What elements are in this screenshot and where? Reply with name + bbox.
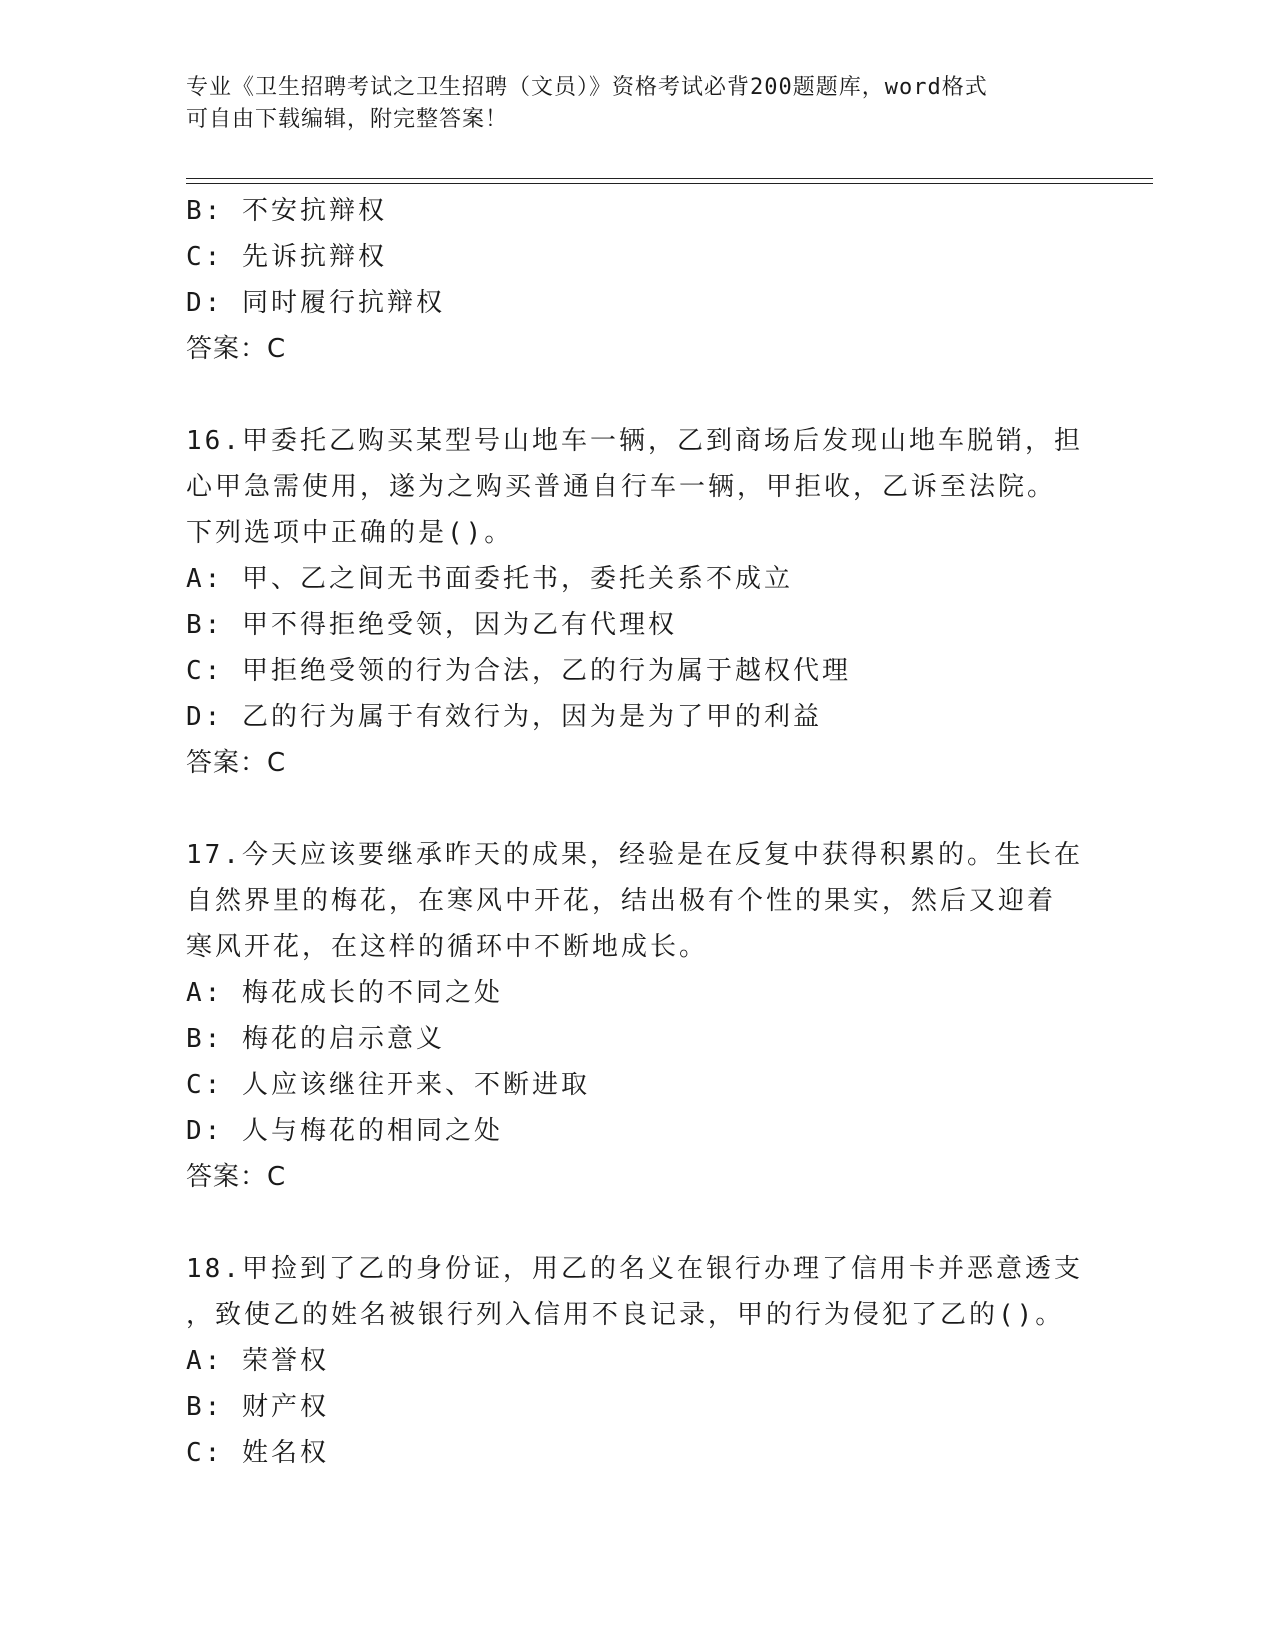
option-a: A: 梅花成长的不同之处 xyxy=(186,978,503,1008)
document-header xyxy=(186,72,1086,136)
option-d: D: 乙的行为属于有效行为，因为是为了甲的利益 xyxy=(186,702,822,732)
question-stem-line: 16.甲委托乙购买某型号山地车一辆，乙到商场后发现山地车脱销，担 xyxy=(186,426,1083,456)
question-stem-line: 18.甲捡到了乙的身份证，用乙的名义在银行办理了信用卡并恶意透支 xyxy=(186,1254,1083,1284)
header-divider-bottom xyxy=(186,183,1153,184)
question-15-continued xyxy=(186,188,1086,372)
question-spacer xyxy=(186,1200,1086,1246)
option-a: A: 荣誉权 xyxy=(186,1346,329,1376)
option-c: C: 甲拒绝受领的行为合法，乙的行为属于越权代理 xyxy=(186,656,851,686)
question-18 xyxy=(186,1246,1086,1476)
answer-line: 答案：C xyxy=(186,334,287,364)
answer-line: 答案：C xyxy=(186,748,287,778)
question-stem-line: 下列选项中正确的是()。 xyxy=(186,518,514,548)
question-stem-line: 17.今天应该要继承昨天的成果，经验是在反复中获得积累的。生长在 xyxy=(186,840,1083,870)
question-stem-line: 自然界里的梅花，在寒风中开花，结出极有个性的果实，然后又迎着 xyxy=(186,886,1057,916)
question-spacer xyxy=(186,786,1086,832)
question-17 xyxy=(186,832,1086,1200)
question-stem-line: ，致使乙的姓名被银行列入信用不良记录，甲的行为侵犯了乙的()。 xyxy=(186,1300,1065,1330)
question-list xyxy=(186,188,1086,1476)
question-stem-line: 寒风开花，在这样的循环中不断地成长。 xyxy=(186,932,709,962)
option-b: B: 不安抗辩权 xyxy=(186,196,387,226)
option-c: C: 先诉抗辩权 xyxy=(186,242,387,272)
option-d: D: 同时履行抗辩权 xyxy=(186,288,445,318)
question-spacer xyxy=(186,372,1086,418)
header-title-line-1: 专业《卫生招聘考试之卫生招聘（文员）》资格考试必背200题题库，word格式 xyxy=(186,75,988,100)
option-b: B: 梅花的启示意义 xyxy=(186,1024,445,1054)
option-b: B: 财产权 xyxy=(186,1392,329,1422)
option-c: C: 姓名权 xyxy=(186,1438,329,1468)
option-d: D: 人与梅花的相同之处 xyxy=(186,1116,503,1146)
header-title-line-2: 可自由下载编辑，附完整答案！ xyxy=(186,107,509,132)
question-16 xyxy=(186,418,1086,786)
option-b: B: 甲不得拒绝受领，因为乙有代理权 xyxy=(186,610,677,640)
header-divider-top xyxy=(186,178,1153,179)
option-a: A: 甲、乙之间无书面委托书，委托关系不成立 xyxy=(186,564,793,594)
option-c: C: 人应该继往开来、不断进取 xyxy=(186,1070,590,1100)
question-stem-line: 心甲急需使用，遂为之购买普通自行车一辆，甲拒收，乙诉至法院。 xyxy=(186,472,1057,502)
answer-line: 答案：C xyxy=(186,1162,287,1192)
